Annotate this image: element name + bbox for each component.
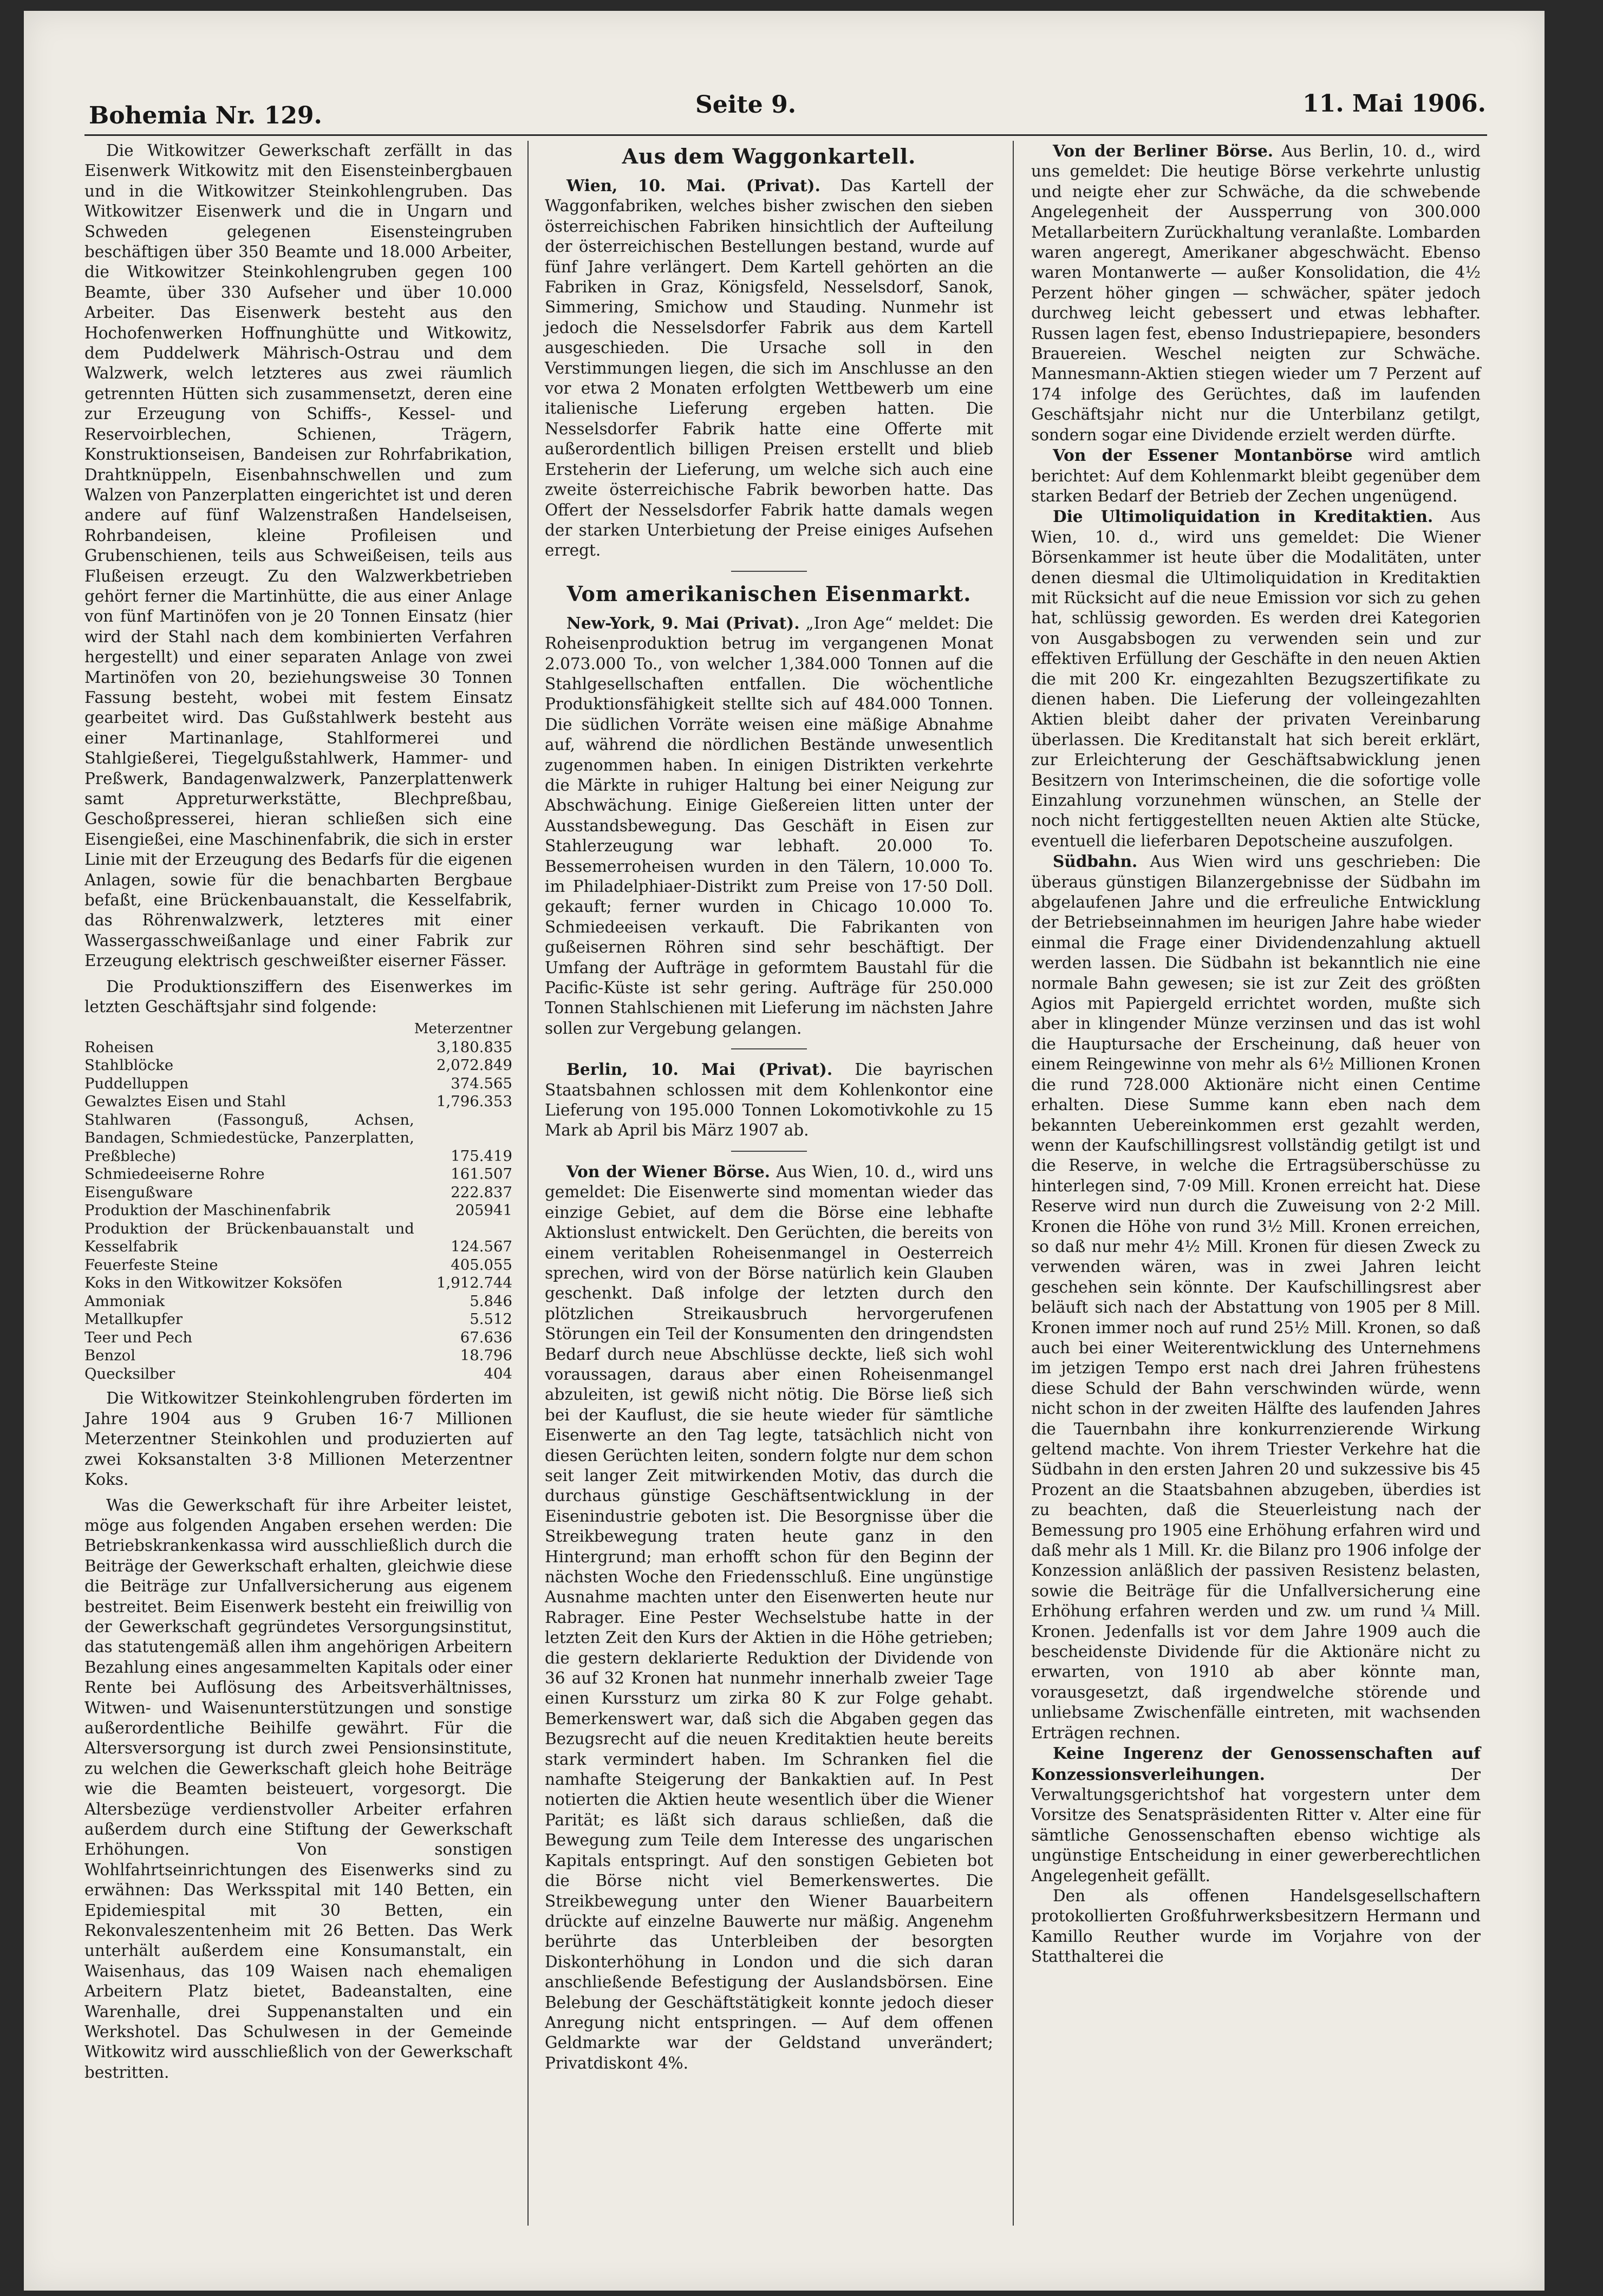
table-row: Puddelluppen 374.565 bbox=[84, 1074, 512, 1092]
article-suedbahn: Südbahn. Aus Wien wird uns geschrieben: Die überaus günstigen Bilanzergebnisse der Südbahn im abgelaufenen Jahre und die erfreuliche Entwicklung der Betriebseinnahmen im heurigen Jahre habe wieder einmal die Frage einer Dividendenzahlung aktuell werden lassen. Die Südbahn ist bekanntlich nie eine normale Bahn gewesen; sie ist zur Zeit des größten Agios mit Papiergeld errichtet worden, mußte sich aber in klingender Münze verzinsen und das ist wohl die Hauptursache der Erscheinung, daß heuer von einem Reingewinne von mehr als 6½ Millionen Kronen die rund 728.000 Aktionäre nicht einen Centime erhalten. Diese Summe kann eben nach dem bekannten Uebereinkommen erst gezahlt werden, wenn der Kaufschillingsrest vollständig getilgt ist und die Reserve, in welche die Ertragsüberschüsse zu hinterlegen sind, 7·09 Mill. Kronen erreicht hat. Diese Reserve wird nun durch die Zuweisung von 2·2 Mill. Kronen die Höhe von rund 3½ Mill. Kronen erreichen, so daß nur mehr 4½ Mill. Kronen für diesen Zweck zu verwenden wären, was in zwei Jahren leicht geschehen sein könnte. Der Kaufschillingsrest aber beläuft sich nach der Abstattung von 1905 per 8 Mill. Kronen immer noch auf rund 25½ Mill. Kronen, so daß auch bei einer Weiterentwicklung des Unternehmens im jetzigen Tempo erst nach drei Jahren frühestens diese Schuld der Bahn verschwinden würde, wenn nicht schon in der zweiten Hälfte des laufenden Jahres die Tauernbahn ihre konkurrenzierende Wirkung geltend machte. Von ihrem Triester Verkehre hat die Südbahn in den ersten Jahren 20 und sukzessive bis 45 Prozent an die Staatsbahnen abzugeben, überdies ist zu beachten, daß die Steuerleistung nach der Bemessung pro 1905 eine Erhöhung erfahren wird und daß mehr als 1 Mill. Kr. die Bilanz pro 1906 infolge der Konzession anläßlich der passiven Resistenz belasten, sowie die Beiträge für die Unfallversicherung eine Erhöhung erfahren werden und zw. um rund ¼ Mill. Kronen. Jedenfalls ist vor dem Jahre 1909 auch die bescheidenste Dividende für die Aktionäre nicht zu erwarten, von 1910 ab aber könnte man, vorausgesetzt, daß irgendwelche störende und unliebsame Zwischenfälle eintreten, mit wachsenden Erträgen rechnen. bbox=[1031, 852, 1481, 1742]
coal-mines-paragraph: Die Witkowitzer Steinkohlengruben förderten im Jahre 1904 aus 9 Gruben 16·7 Millionen Meterzentner Steinkohlen und produzierten auf zwei Koksanstalten 3·8 Millionen Meterzentner Koks. bbox=[84, 1389, 512, 1489]
table-row: Feuerfeste Steine 405.055 bbox=[84, 1256, 512, 1274]
table-row: Stahlwaren (Fassonguß, Achsen, Bandagen, Schmiedestücke, Panzerplatten, Preßbleche) 175.419 bbox=[84, 1111, 512, 1165]
production-table bbox=[84, 1020, 512, 1383]
header-page-number: Seite 9. bbox=[695, 91, 797, 119]
column-1 bbox=[84, 141, 512, 2083]
table-row: Stahlblöcke 2,072.849 bbox=[84, 1056, 512, 1074]
headline-waggonkartell: Aus dem Waggonkartell. bbox=[622, 144, 916, 168]
welfare-paragraph: Was die Gewerkschaft für ihre Arbeiter leistet, möge aus folgenden Angaben ersehen werden: Die Betriebskrankenkassa wird ausschließlich durch die Beiträge der Gewerkschaft erhalten, gleichwie diese die Beiträge zur Unfallversicherung aus eigenem bestreitet. Beim Eisenwerk besteht ein freiwillig von der Gewerkschaft gegründetes Versorgungsinstitut, das statutengemäß allen ihm angehörigen Arbeitern Bezahlung eines angesammelten Kapitals oder einer Rente bei Auflösung des Arbeitsverhältnisses, Witwen- und Waisenunterstützungen und sonstige außerordentliche Beihilfe gewährt. Für die Altersversorgung ist durch zwei Pensionsinstitute, zu welchen die Gewerkschaft gleich hohe Beiträge wie die Beamten beisteuert, vorgesorgt. Die Altersbezüge verdienstvoller Arbeiter erfahren außerdem durch eine Stiftung der Gewerkschaft Erhöhungen. Von sonstigen Wohlfahrtseinrichtungen des Eisenwerks sind zu erwähnen: Das Werksspital mit 140 Betten, ein Epidemiespital mit 30 Betten, ein Rekonvaleszentenheim mit 26 Betten. Das Werk unterhält außerdem eine Konsumanstalt, ein Waisenhaus, das 109 Waisen nach ehemaligen Arbeitern Platz bietet, Badeanstalten, eine Warenhalle, drei Suppenanstalten und ein Werkshotel. Das Schulwesen in der Gemeinde Witkowitz wird ausschließlich von der Gewerkschaft bestritten. bbox=[84, 1496, 512, 2082]
article-wiener-boerse: Von der Wiener Börse. Aus Wien, 10. d., wird uns gemeldet: Die Eisenwerte sind momentan wieder das einzige Gebiet, auf dem die Börse eine lebhafte Aktionslust entwickelt. Den Gerüchten, die bereits von einem veritablen Roheisenmangel in Oesterreich sprechen, wird von der Börse natürlich kein Glauben geschenkt. Daß infolge der letzten durch den plötzlichen Streikausbruch hervorgerufenen Störungen ein Teil der Konsumenten den dringendsten Bedarf durch neue Abschlüsse deckte, ließ sich wohl voraussagen, daraus aber einen Roheisenmangel abzuleiten, ist gewiß nicht nötig. Die Börse ließ sich bei der Kauflust, die sie heute wieder für sämtliche Eisenwerte an den Tag legte, tatsächlich nicht von diesen Gerüchten leiten, sondern folgte nur dem schon seit langer Zeit mitwirkenden Motiv, das durch die durchaus günstige Geschäftsentwicklung in der Eisenindustrie geboten ist. Die Besorgnisse über die Streikbewegung traten heute ganz in den Hintergrund; man erhofft schon für den Beginn der nächsten Woche den Friedensschluß. Eine ungünstige Ausnahme machten unter den Eisenwerten heute nur Rabrager. Eine Pester Wechselstube hatte in der letzten Zeit den Kurs der Aktien in die Höhe getrieben; die gestern deklarierte Reduktion der Dividende von 36 auf 32 Kronen hat nunmehr innerhalb zweier Tage einen Kurssturz um zirka 80 K zur Folge gehabt. Bemerkenswert war, daß sich die Abgaben gegen das Bezugsrecht auf die neuen Kreditaktien heute bereits stark vermindert haben. Im Schranken fiel die namhafte Steigerung der Bankaktien auf. In Pest notierten die Aktien heute wesentlich über die Wiener Parität; es läßt sich daraus schließen, daß die Bewegung zum Teile dem Interesse des ungarischen Kapitals entspringt. Auf den sonstigen Gebieten bot die Börse nicht viel Bemerkenswertes. Die Streikbewegung unter den Wiener Bauarbeitern drückte auf einzelne Bauwerte nur mäßig. Angenehm berührte das Unterbleiben der besorgten Diskonterhöhung in London und die sich daran anschließende Befestigung der Auslandsbörsen. Eine Belebung der Geschäftstätigkeit konnte jedoch dieser Anregung nicht entspringen. — Auf dem offenen Geldmarkte war der Geldstand unverändert; Privatdiskont 4%. bbox=[545, 1162, 994, 2072]
page-header bbox=[89, 80, 1486, 129]
headline-eisenmarkt: Vom amerikanischen Eisenmarkt. bbox=[566, 581, 972, 606]
unit-label: Meterzentner bbox=[414, 1021, 512, 1038]
article-eisenmarkt: New-York, 9. Mai (Privat). „Iron Age“ meldet: Die Roheisenproduktion betrug im vergangenen Monat 2.073.000 To., von welcher 1,384.000 Tonnen auf die Stahlgesellschaften entfallen. Die wöchentliche Produktionsfähigkeit stellte sich auf 484.000 Tonnen. Die südlichen Vorräte weisen eine mäßige Abnahme auf, während die nördlichen Bestände unwesentlich zugenommen haben. In einigen Distrikten verkehrte die Märkte in ruhiger Haltung bei einer Neigung zur Abschwächung. Einige Gießereien litten unter der Ausstandsbewegung. Das Geschäft in Eisen zur Stahlerzeugung war lebhaft. 20.000 To. Bessemerroheisen wurden in den Tälern, 10.000 To. im Philadelphiaer-Distrikt zum Preise von 17·50 Doll. gekauft; ferner wurden in Chicago 10.000 To. Schmiedeeisen verkauft. Die Fabrikanten von gußeisernen Röhren sind sehr beschäftigt. Der Umfang der Aufträge in geformtem Baustahl für die Pacific-Küste ist sehr gering. Aufträge für 250.000 Tonnen Stahlschienen mit Lieferung im nächsten Jahre sollen zur Vergebung gelangen. bbox=[545, 613, 993, 1038]
table-row: Gewalztes Eisen und Stahl 1,796.353 bbox=[84, 1093, 512, 1111]
article-berliner-boerse: Von der Berliner Börse. Aus Berlin, 10. d., wird uns gemeldet: Die heutige Börse verkehrte unlustig und neigte eher zur Schwäche, da die schwebende Angelegenheit der Aussperrung von 300.000 Metallarbeitern Zurückhaltung veranlaßte. Lombarden waren angeregt, Amerikaner abgeschwächt. Ebenso waren Montanwerte — außer Konsolidation, die 4½ Perzent höher gingen — schwächer, später jedoch durchweg leicht gebessert und etwas lebhafter. Russen lagen fest, ebenso Industriepapiere, besonders Brauereien. Weschel neigten zur Schwäche. Mannesmann-Aktien stiegen wieder um 7 Perzent auf 174 infolge des Gerüchtes, daß im laufenden Geschäftsjahr nicht nur die Unterbilanz getilgt, sondern sogar eine Dividende erzielt werden dürfte. bbox=[1031, 141, 1481, 444]
column-3 bbox=[1031, 141, 1481, 1967]
table-row: Quecksilber 404 bbox=[84, 1365, 512, 1382]
table-row: Produktion der Maschinenfabrik 205941 bbox=[84, 1202, 512, 1219]
divider bbox=[731, 1151, 807, 1152]
article-berlin-kohle: Berlin, 10. Mai (Privat). Die bayrischen Staatsbahnen schlossen mit dem Kohlenkontor eine Lieferung von 195.000 Tonnen Lokomotivkohle zu 15 Mark ab April bis März 1907 ab. bbox=[545, 1060, 994, 1140]
header-issue: Bohemia Nr. 129. bbox=[89, 102, 322, 129]
column-2 bbox=[545, 141, 993, 2073]
divider bbox=[731, 1048, 807, 1049]
newspaper-page bbox=[24, 11, 1545, 2291]
table-row: Metallkupfer 5.512 bbox=[84, 1310, 512, 1328]
column-rule-2 bbox=[1013, 141, 1014, 2226]
article-essener-montanboerse: Von der Essener Montanbörse wird amtlich berichtet: Auf dem Kohlenmarkt bleibt gegenüber dem starken Bedarf der Betrieb der Zechen ungenügend. bbox=[1031, 446, 1481, 505]
header-rule bbox=[84, 134, 1487, 136]
production-intro: Die Produktionsziffern des Eisenwerkes im letzten Geschäftsjahr sind folgende: bbox=[84, 977, 512, 1016]
table-row: Teer und Pech 67.636 bbox=[84, 1328, 512, 1346]
header-date: 11. Mai 1906. bbox=[1302, 90, 1486, 118]
article-witkowitz-intro: Die Witkowitzer Gewerkschaft zerfällt in das Eisenwerk Witkowitz mit den Eisensteinbergbauen und in die Witkowitzer Steinkohlengruben. Das Witkowitzer Eisenwerk und die in Ungarn und Schweden gelegenen Eisensteingruben beschäftigen über 350 Beamte und 18.000 Arbeiter, die Witkowitzer Steinkohlengruben gegen 100 Beamte, über 330 Aufseher und über 10.000 Arbeiter. Das Eisenwerk besteht aus den Hochofenwerken Hoffnunghütte und Witkowitz, dem Puddelwerk Mährisch-Ostrau und dem Walzwerk, welch letzteres aus zwei räumlich getrennten Hütten sich zusammensetzt, deren eine zur Erzeugung von Schiffs-, Kessel- und Reservoirblechen, Schienen, Trägern, Konstruktionseisen, Bandeisen zur Rohrfabrikation, Drahtknüppeln, Eisenbahnschwellen und zum Walzen von Panzerplatten eingerichtet ist und deren andere auf fünf Walzenstraßen Handelseisen, Rohrbandeisen, kleine Profileisen und Grubenschienen, teils aus Schweißeisen, teils aus Flußeisen erzeugt. Zu den Walzwerkbetrieben gehört ferner die Martinhütte, die aus einer Anlage von fünf Martinöfen von je 20 Tonnen Einsatz (hier wird der Stahl nach dem kombinierten Verfahren hergestellt) und einer separaten Anlage von zwei Martinöfen von 20, beziehungsweise 30 Tonnen Fassung besteht, wobei mit festem Einsatz gearbeitet wird. Das Gußstahlwerk besteht aus einer Martinanlage, Stahlformerei und Stahlgießerei, Tiegelgußstahlwerk, Hammer- und Preßwerk, Bandagenwalzwerk, Panzerplattenwerk samt Appreturwerkstätte, Blechpreßbau, Geschoßpresserei, hieran schließen sich eine Eisengießei, eine Maschinenfabrik, die sich in erster Linie mit der Erzeugung des Bedarfs für die eigenen Anlagen, sowie für die benachbarten Bergbaue befaßt, eine Brückenbauanstalt, die Kesselfabrik, das Röhrenwalzwerk, letzteres mit einer Wassergasschweißanlage und einer Fabrik zur Erzeugung elektrisch geschweißter eiserner Fässer. bbox=[84, 141, 512, 970]
table-row: Benzol 18.796 bbox=[84, 1347, 512, 1365]
table-row: Produktion der Brückenbauanstalt und Kesselfabrik 124.567 bbox=[84, 1219, 512, 1256]
column-rule-1 bbox=[527, 141, 529, 2226]
divider bbox=[731, 571, 807, 572]
table-row: Eisengußware 222.837 bbox=[84, 1183, 512, 1201]
table-row: Koks in den Witkowitzer Koksöfen 1,912.744 bbox=[84, 1274, 512, 1292]
table-row: Roheisen 3,180.835 bbox=[84, 1038, 512, 1056]
table-row: Schmiedeeiserne Rohre 161.507 bbox=[84, 1165, 512, 1183]
article-genossenschaften-cont: Den als offenen Handelsgesellschaftern protokollierten Großfuhrwerksbesitzern Hermann und Kamillo Reuther wurde im Vorjahre von der Statthalterei die bbox=[1031, 1886, 1481, 1966]
article-ultimoliquidation: Die Ultimoliquidation in Kreditaktien. Aus Wien, 10. d., wird uns gemeldet: Die Wiener Börsenkammer ist heute über die Modalitäten, unter denen diesmal die Ultimoliquidation in Kreditaktien mit Rücksicht auf die neue Emission vor sich zu gehen hat, schlüssig geworden. Es werden drei Kategorien von Ausgabsbogen zu verwenden sein und zur effektiven Erfüllung der Geschäfte in den neuen Aktien die mit 200 Kr. eingezahlten Bezugszertifikate zu dienen haben. Die Lieferung der volleingezahlten Aktien bleibt daher der privaten Vereinbarung überlassen. Die Kreditanstalt hat sich bereit erklärt, zur Erleichterung der Geschäftsabwicklung jenen Besitzern von Interimscheinen, die die sofortige volle Einzahlung vorzunehmen wünschen, an Stelle der noch nicht fertiggestellten neuen Aktien alte Stücke, eventuell die lieferbaren Depotscheine auszufolgen. bbox=[1031, 507, 1481, 850]
article-genossenschaften: Keine Ingerenz der Genossenschaften auf Konzessionsverleihungen. Der Verwaltungsgerichtshof hat vorgestern unter dem Vorsitze des Senatspräsidenten Ritter v. Alter eine für sämtliche Genossenschaften ebenso wichtige als ungünstige Entscheidung in einer gewerberechtlichen Angelegenheit gefällt. bbox=[1031, 1744, 1481, 1885]
article-waggonkartell: Wien, 10. Mai. (Privat). Das Kartell der Waggonfabriken, welches bisher zwischen den sieben österreichischen Fabriken hinsichtlich der Aufteilung der österreichischen Bestellungen bestand, wurde auf fünf Jahre verlängert. Dem Kartell gehörten an die Fabriken in Graz, Königsfeld, Nesselsdorf, Sanok, Simmering, Smichow und Stauding. Nunmehr ist jedoch die Nesselsdorfer Fabrik aus dem Kartell ausgeschieden. Die Ursache soll in den Verstimmungen liegen, die sich im Anschlusse an den vor etwa 2 Monaten erfolgten Wettbewerb um eine italienische Lieferung ergeben hatten. Die Nesselsdorfer Fabrik hatte eine Offerte mit außerordentlich billigen Preisen erstellt und blieb Ersteherin der Lieferung, um welche sich auch eine zweite österreichische Fabrik beworben hatte. Das Offert der Nesselsdorfer Fabrik hatte damals wegen der starken Unterbietung der Preise einiges Aufsehen erregt. bbox=[545, 176, 993, 560]
table-row: Ammoniak 5.846 bbox=[84, 1292, 512, 1310]
